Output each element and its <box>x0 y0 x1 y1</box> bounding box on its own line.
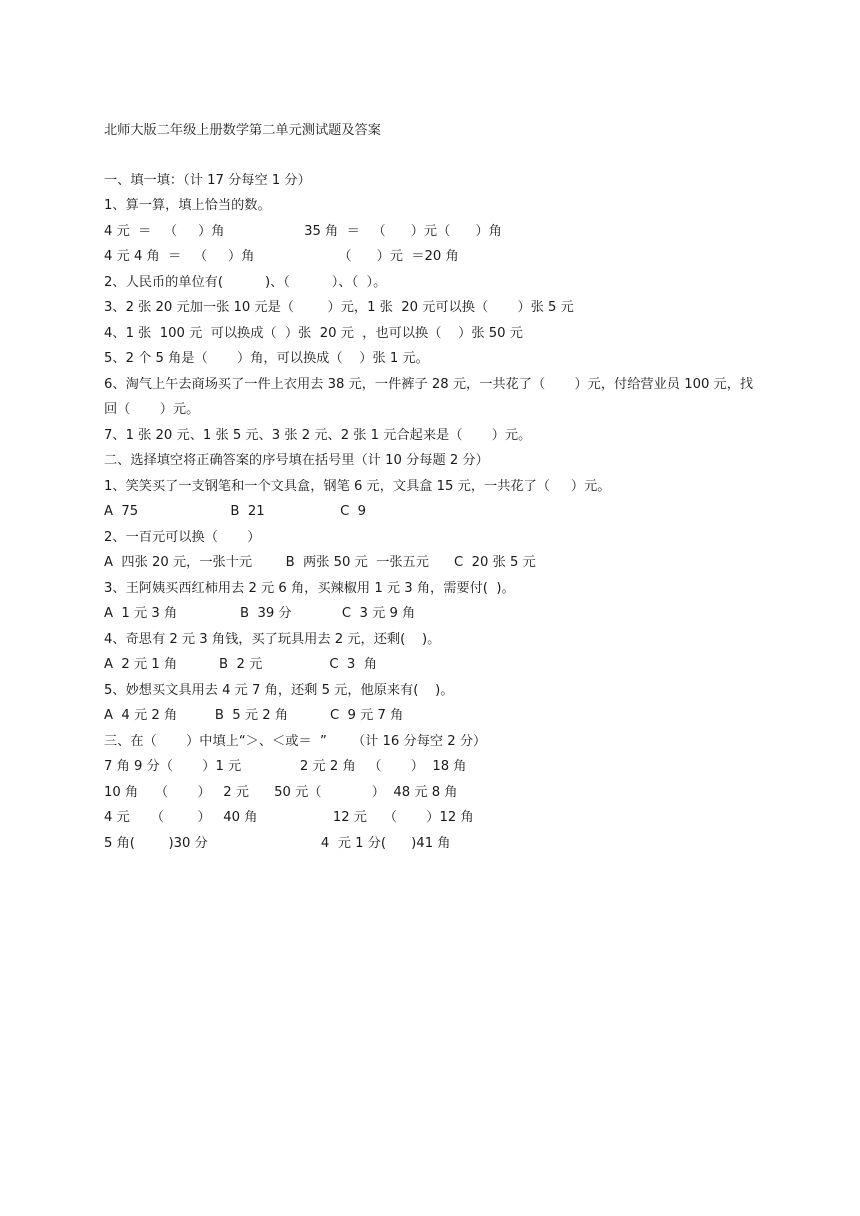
answer-options: A 75 B 21 C 9 <box>104 504 367 519</box>
document-title: 北师大版二年级上册数学第二单元测试题及答案 <box>104 123 381 138</box>
answer-options: A 4 元 2 角 B 5 元 2 角 C 9 元 7 角 <box>104 708 404 723</box>
document-page <box>104 118 764 856</box>
section-3-heading: 三、在（ ）中填上“＞、＜或＝ ” （计 16 分每空 2 分） <box>104 733 487 749</box>
comparison-line: 10 角 （ ） 2 元 50 元（ ） 48 元 8 角 <box>104 784 458 800</box>
question-line: 2、人民币的单位有( )、（ ）、（ ）。 <box>104 274 387 290</box>
question-line: 2、一百元可以换（ ） <box>104 529 261 545</box>
question-line: 7、1 张 20 元、1 张 5 元、3 张 2 元、2 张 1 元合起来是（ ）元。 <box>104 427 532 443</box>
question-line: 4、奇思有 2 元 3 角钱，买了玩具用去 2 元，还剩( )。 <box>104 631 441 647</box>
section-1-heading: 一、填一填：（计 17 分每空 1 分） <box>104 172 311 188</box>
question-line: 5、2 个 5 角是（ ）角，可以换成（ ）张 1 元。 <box>104 351 429 366</box>
comparison-line: 4 元 （ ） 40 角 12 元 （ ）12 角 <box>104 810 474 825</box>
answer-options: A 1 元 3 角 B 39 分 C 3 元 9 角 <box>104 606 416 621</box>
comparison-line: 5 角( )30 分 4 元 1 分( )41 角 <box>104 835 451 851</box>
question-line: 4、1 张 100 元 可以换成（ ）张 20 元 ，也可以换（ ）张 50 元 <box>104 325 523 341</box>
section-2-heading: 二、选择填空将正确答案的序号填在括号里（计 10 分每题 2 分） <box>104 453 489 468</box>
question-line: 3、2 张 20 元加一张 10 元是（ ）元，1 张 20 元可以换（ ）张 5 元 <box>104 300 574 315</box>
question-line: 3、王阿姨买西红柿用去 2 元 6 角，买辣椒用 1 元 3 角，需要付( )。 <box>104 580 515 596</box>
question-line-wrapped: 6、淘气上午去商场买了一件上衣用去 38 元，一件裤子 28 元，一共花了（ ）元，付给营业员 100 元，找回（ ）元。 <box>104 376 754 417</box>
answer-options: A 四张 20 元，一张十元 B 两张 50 元 一张五元 C 20 张 5 元 <box>104 555 536 570</box>
question-line: 1、笑笑买了一支钢笔和一个文具盒，钢笔 6 元，文具盒 15 元，一共花了（ ）元。 <box>104 478 611 494</box>
question-line: 1、算一算，填上恰当的数。 <box>104 198 271 213</box>
question-line: 5、妙想买文具用去 4 元 7 角，还剩 5 元，他原来有( )。 <box>104 682 454 698</box>
question-line: 4 元 ＝ （ ）角 35 角 ＝ （ ）元（ ）角 <box>104 223 502 239</box>
question-line: 4 元 4 角 ＝ （ ）角 （ ）元 ＝20 角 <box>104 249 459 264</box>
comparison-line: 7 角 9 分（ ）1 元 2 元 2 角 （ ） 18 角 <box>104 759 467 774</box>
answer-options: A 2 元 1 角 B 2 元 C 3 角 <box>104 657 377 672</box>
